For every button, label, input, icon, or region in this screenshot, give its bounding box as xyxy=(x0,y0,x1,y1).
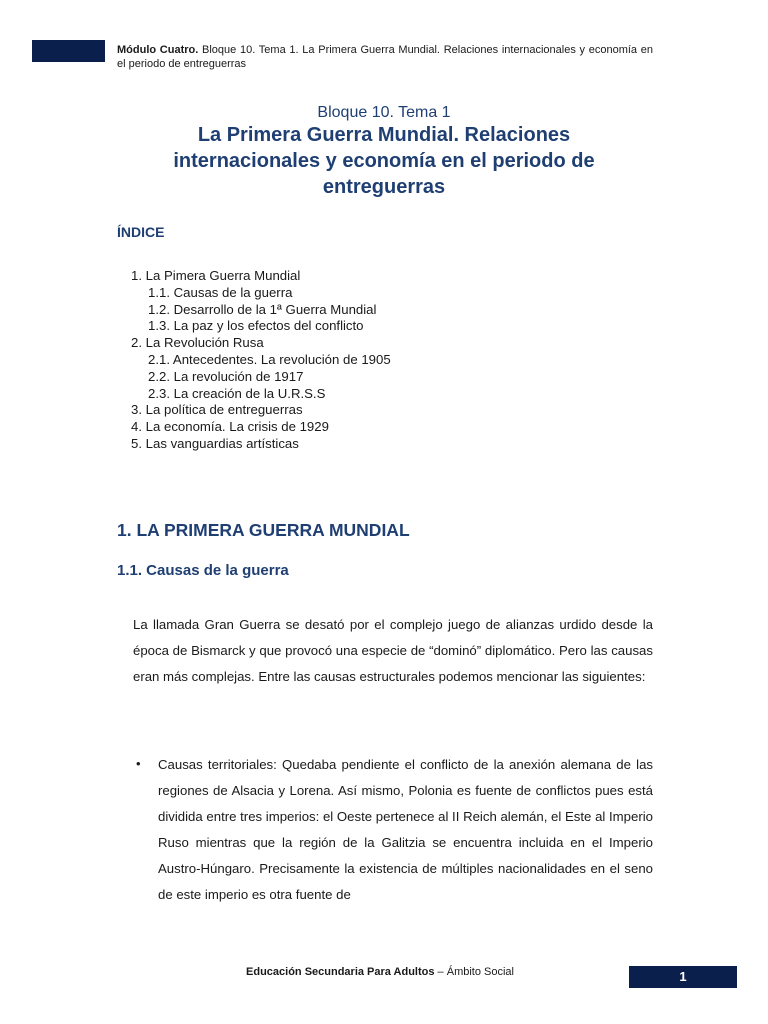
bullet-paragraph: Causas territoriales: Quedaba pendiente el conflicto de la anexión alemana de las regiones de Alsacia y Lorena. Así mismo, Polonia es fuente de conflictos pues está dividida entre tres imperios: el Oeste pertenece al II Reich alemán, el Este al Imperio Ruso mientras que la región de la Galitzia se encuentra incluida en el Imperio Austro-Húngaro. Precisamente la existencia de múltiples nacionalidades en el seno de este imperio es otra fuente de xyxy=(158,757,653,902)
section-heading: 1. LA PRIMERA GUERRA MUNDIAL xyxy=(117,520,410,540)
toc-item[interactable]: 3. La política de entreguerras xyxy=(131,402,303,418)
toc-item[interactable]: 2. La Revolución Rusa xyxy=(131,335,264,351)
intro-paragraph: La llamada Gran Guerra se desató por el complejo juego de alianzas urdido desde la época de Bismarck y que provocó una especie de “dominó” diplomático. Pero las causas eran más complejas. Entre las causas estructurales podemos mencionar las siguientes: xyxy=(133,617,653,684)
module-text: Bloque 10. Tema 1. La Primera Guerra Mundial. Relaciones internacionales y economía en el periodo de entreguerras xyxy=(117,44,653,70)
footer-label-rest: – Ámbito Social xyxy=(434,966,514,978)
page-number: 1 xyxy=(629,966,737,988)
toc-item[interactable]: 1.2. Desarrollo de la 1ª Guerra Mundial xyxy=(148,301,377,317)
bullet-icon: • xyxy=(136,756,141,771)
document-subtitle: Bloque 10. Tema 1 xyxy=(317,104,451,121)
toc-item[interactable]: 2.3. La creación de la U.R.S.S xyxy=(148,385,326,401)
toc-item[interactable]: 4. La economía. La crisis de 1929 xyxy=(131,419,329,435)
table-of-contents xyxy=(131,268,391,453)
toc-item[interactable]: 2.2. La revolución de 1917 xyxy=(148,368,304,384)
toc-item[interactable]: 2.1. Antecedentes. La revolución de 1905 xyxy=(148,351,391,367)
module-label: Módulo Cuatro. xyxy=(117,44,199,56)
toc-item[interactable]: 1. La Pimera Guerra Mundial xyxy=(131,268,301,283)
toc-item[interactable]: 1.3. La paz y los efectos del conflicto xyxy=(148,318,364,334)
header-bar xyxy=(32,40,105,62)
index-heading: ÍNDICE xyxy=(117,224,165,240)
toc-item[interactable]: 1.1. Causas de la guerra xyxy=(148,284,293,300)
footer-label-bold: Educación Secundaria Para Adultos xyxy=(246,966,435,978)
subsection-heading: 1.1. Causas de la guerra xyxy=(117,562,289,579)
running-header xyxy=(117,43,653,71)
document-title: La Primera Guerra Mundial. Relaciones internacionales y economía en el periodo de entreguerras xyxy=(173,124,595,198)
toc-item[interactable]: 5. Las vanguardias artísticas xyxy=(131,435,299,451)
